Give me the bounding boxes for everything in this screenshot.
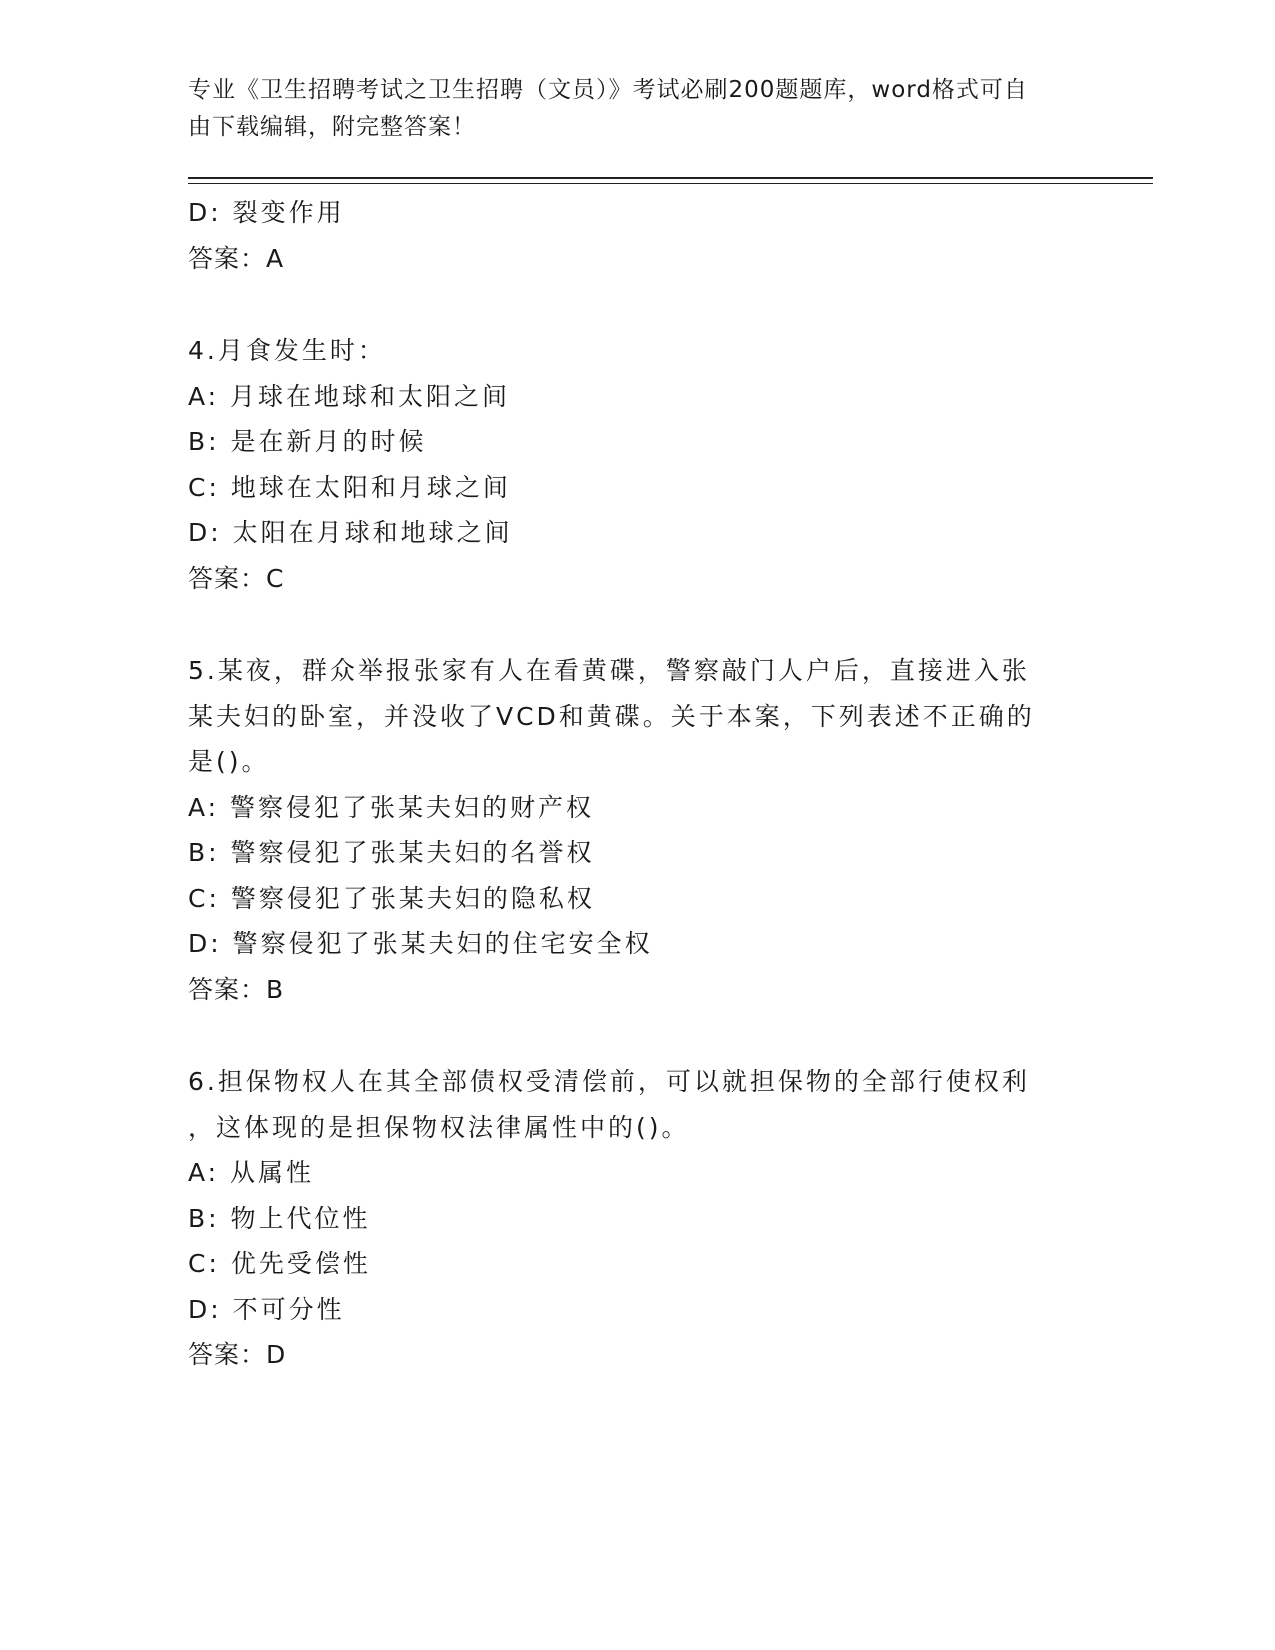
prev-option-d: D: 裂变作用	[188, 198, 345, 227]
stem-line: 某夫妇的卧室，并没收了VCD和黄碟。关于本案，下列表述不正确的	[188, 701, 1035, 731]
stem-line: ，这体现的是担保物权法律属性中的()。	[188, 1112, 690, 1142]
option-c: C: 地球在太阳和月球之间	[188, 472, 511, 502]
page-header	[188, 72, 1068, 146]
question-5	[188, 648, 1068, 1012]
stem-line: 5.某夜，群众举报张家有人在看黄碟，警察敲门人户后，直接进入张	[188, 656, 1030, 685]
option-d: D: 太阳在月球和地球之间	[188, 518, 513, 547]
stem-line: 是()。	[188, 747, 270, 776]
option-b: B: 物上代位性	[188, 1203, 371, 1233]
option-c: C: 警察侵犯了张某夫妇的隐私权	[188, 883, 595, 913]
question-6	[188, 1059, 1068, 1378]
option-c: C: 优先受偿性	[188, 1249, 371, 1278]
header-divider-thick	[188, 177, 1153, 179]
answer: 答案：B	[188, 974, 285, 1004]
header-line-1: 专业《卫生招聘考试之卫生招聘（文员）》考试必刷200题题库，word格式可自	[188, 77, 1028, 103]
option-a: A: 从属性	[188, 1158, 315, 1187]
spacer	[188, 1012, 1068, 1059]
stem-line: 4.月食发生时：	[188, 336, 386, 365]
stem-line: 6.担保物权人在其全部债权受清偿前，可以就担保物的全部行使权利	[188, 1067, 1030, 1096]
header-divider-thin	[188, 183, 1153, 184]
option-d: D: 不可分性	[188, 1294, 345, 1324]
question-list	[188, 190, 1068, 1378]
option-d: D: 警察侵犯了张某夫妇的住宅安全权	[188, 929, 653, 958]
spacer	[188, 281, 1068, 328]
question-stem	[188, 1059, 1068, 1150]
question-stem	[188, 648, 1068, 785]
question-stem	[188, 328, 1068, 374]
header-line-2: 由下载编辑，附完整答案！	[188, 114, 476, 140]
answer: 答案：D	[188, 1340, 287, 1369]
option-a: A: 月球在地球和太阳之间	[188, 381, 511, 411]
option-b: B: 是在新月的时候	[188, 427, 427, 456]
spacer	[188, 601, 1068, 648]
question-4	[188, 328, 1068, 601]
option-b: B: 警察侵犯了张某夫妇的名誉权	[188, 838, 595, 867]
prev-answer: 答案：A	[188, 243, 285, 273]
option-a: A: 警察侵犯了张某夫妇的财产权	[188, 792, 595, 822]
answer: 答案：C	[188, 563, 285, 593]
